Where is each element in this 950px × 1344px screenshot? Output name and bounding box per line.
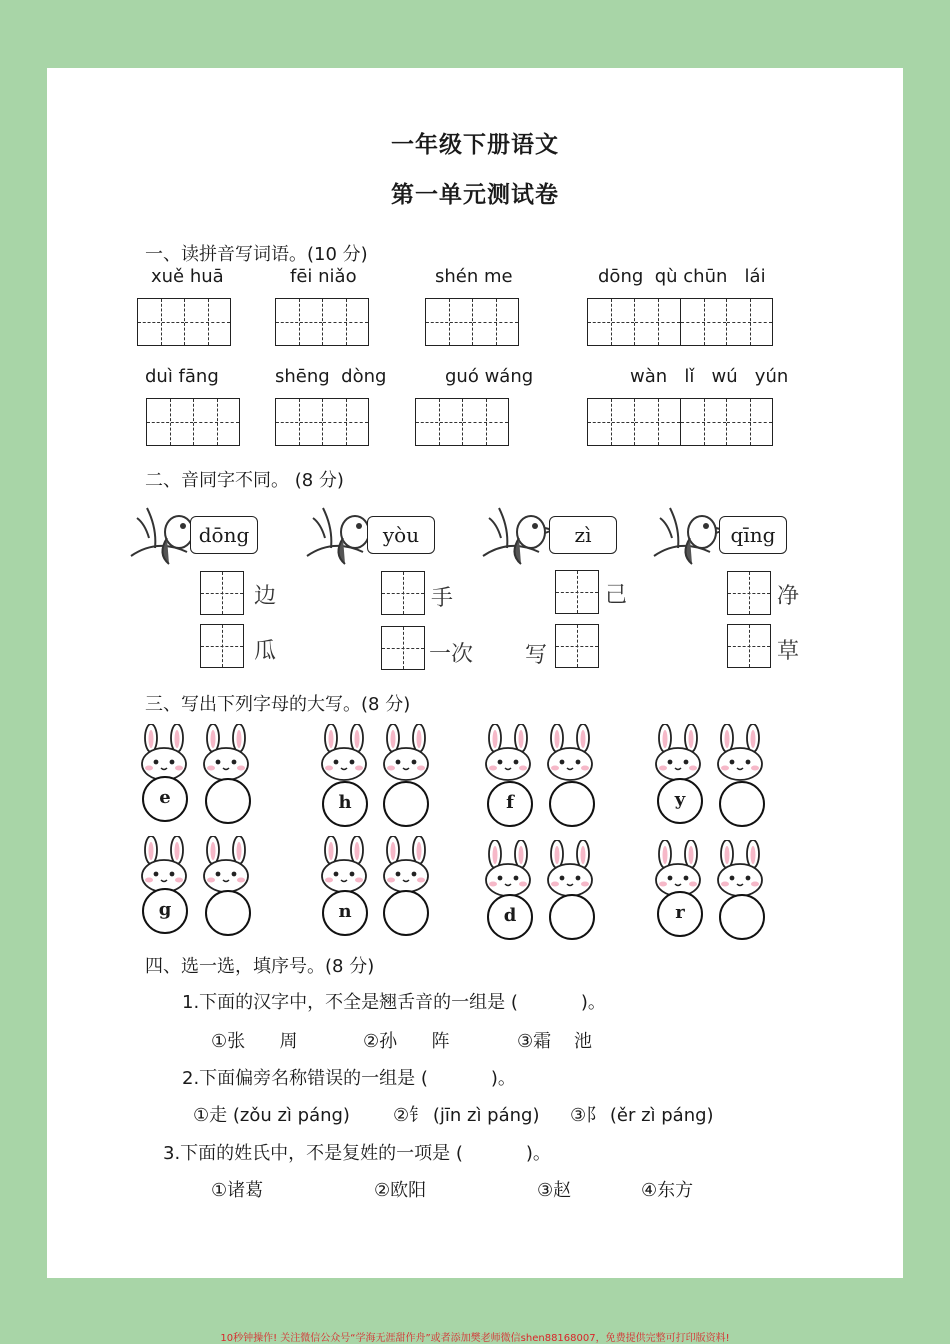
option[interactable]: ①张 周 [211, 1031, 298, 1052]
pinyin-tag: zì [549, 516, 617, 554]
writing-grid[interactable] [146, 398, 240, 446]
bunny-pair-icon [653, 724, 773, 784]
letter-circle: d [487, 894, 533, 940]
answer-box[interactable] [200, 624, 244, 668]
section2-heading: 二、音同字不同。 (8 分) [145, 470, 344, 491]
option[interactable]: ①诸葛 [211, 1180, 264, 1201]
writing-grid[interactable] [415, 398, 509, 446]
answer-circle[interactable] [719, 781, 765, 827]
answer-box[interactable] [727, 624, 771, 668]
writing-grid[interactable] [425, 298, 519, 346]
option[interactable]: ③阝 (ěr zì páng) [570, 1105, 714, 1126]
answer-box[interactable] [381, 626, 425, 670]
hint-char: 写 [525, 643, 548, 668]
answer-circle[interactable] [205, 890, 251, 936]
letter-circle: r [657, 891, 703, 937]
writing-grid[interactable] [275, 398, 369, 446]
answer-box[interactable] [727, 571, 771, 615]
bunny-pair-icon [653, 840, 773, 900]
writing-grid[interactable] [587, 298, 773, 346]
section4-heading: 四、选一选，填序号。(8 分) [145, 956, 375, 977]
question-3: 3.下面的姓氏中，不是复姓的一项是 ( )。 [163, 1143, 551, 1164]
hint-char: 一次 [429, 642, 474, 667]
answer-circle[interactable] [383, 890, 429, 936]
option[interactable]: ①走 (zǒu zì páng) [193, 1105, 350, 1126]
hint-char: 瓜 [254, 639, 277, 664]
hint-char: 边 [254, 584, 277, 609]
bunny-pair-icon [483, 724, 603, 784]
answer-circle[interactable] [719, 894, 765, 940]
pinyin-label: xuě huā [151, 266, 224, 287]
writing-grid[interactable] [587, 398, 773, 446]
bunny-pair-icon [483, 840, 603, 900]
option[interactable]: ④东方 [641, 1180, 694, 1201]
bird-on-branch-icon [650, 498, 730, 570]
section1-heading: 一、读拼音写词语。(10 分) [145, 244, 368, 265]
section3-heading: 三、写出下列字母的大写。(8 分) [145, 694, 411, 715]
letter-circle: y [657, 778, 703, 824]
pinyin-tag: dōng [190, 516, 258, 554]
hint-char: 己 [605, 583, 628, 608]
option[interactable]: ③霜 池 [517, 1031, 593, 1052]
bird-on-branch-icon [479, 498, 559, 570]
question-2: 2.下面偏旁名称错误的一组是 ( )。 [182, 1068, 516, 1089]
pinyin-label: guó wáng [445, 366, 534, 387]
writing-grid[interactable] [275, 298, 369, 346]
option[interactable]: ②钅 (jīn zì páng) [393, 1105, 540, 1126]
bunny-pair-icon [319, 724, 439, 784]
bunny-pair-icon [139, 836, 259, 896]
answer-circle[interactable] [383, 781, 429, 827]
title-line-1: 一年级下册语文 [391, 132, 559, 158]
title-line-2: 第一单元测试卷 [391, 182, 559, 208]
answer-circle[interactable] [549, 781, 595, 827]
pinyin-label: shēng dòng [275, 366, 387, 387]
option[interactable]: ②欧阳 [374, 1180, 427, 1201]
answer-box[interactable] [555, 570, 599, 614]
letter-circle: n [322, 890, 368, 936]
pinyin-label: fēi niǎo [290, 266, 357, 287]
answer-circle[interactable] [205, 778, 251, 824]
bunny-pair-icon [139, 724, 259, 784]
bunny-pair-icon [319, 836, 439, 896]
pinyin-label: duì fāng [145, 366, 219, 387]
letter-circle: g [142, 888, 188, 934]
option[interactable]: ②孙 阵 [363, 1031, 450, 1052]
footer-notice: 10秒钟操作! 关注微信公众号“学海无涯甜作舟”或者添加樊老师微信shen88168007，免费提供完整可打印版资料! [220, 1333, 730, 1344]
pinyin-label: dōng qù chūn lái [598, 266, 766, 287]
pinyin-tag: yòu [367, 516, 435, 554]
hint-char: 净 [777, 584, 800, 609]
pinyin-tag: qīng [719, 516, 787, 554]
hint-char: 草 [777, 639, 800, 664]
answer-box[interactable] [200, 571, 244, 615]
hint-char: 手 [431, 586, 454, 611]
letter-circle: e [142, 776, 188, 822]
question-1: 1.下面的汉字中，不全是翘舌音的一组是 ( )。 [182, 992, 606, 1013]
answer-box[interactable] [555, 624, 599, 668]
option[interactable]: ③赵 [537, 1180, 572, 1201]
answer-box[interactable] [381, 571, 425, 615]
letter-circle: f [487, 781, 533, 827]
pinyin-label: wàn lǐ wú yún [630, 366, 789, 387]
worksheet-page [47, 68, 903, 1278]
pinyin-label: shén me [435, 266, 513, 287]
answer-circle[interactable] [549, 894, 595, 940]
writing-grid[interactable] [137, 298, 231, 346]
letter-circle: h [322, 781, 368, 827]
